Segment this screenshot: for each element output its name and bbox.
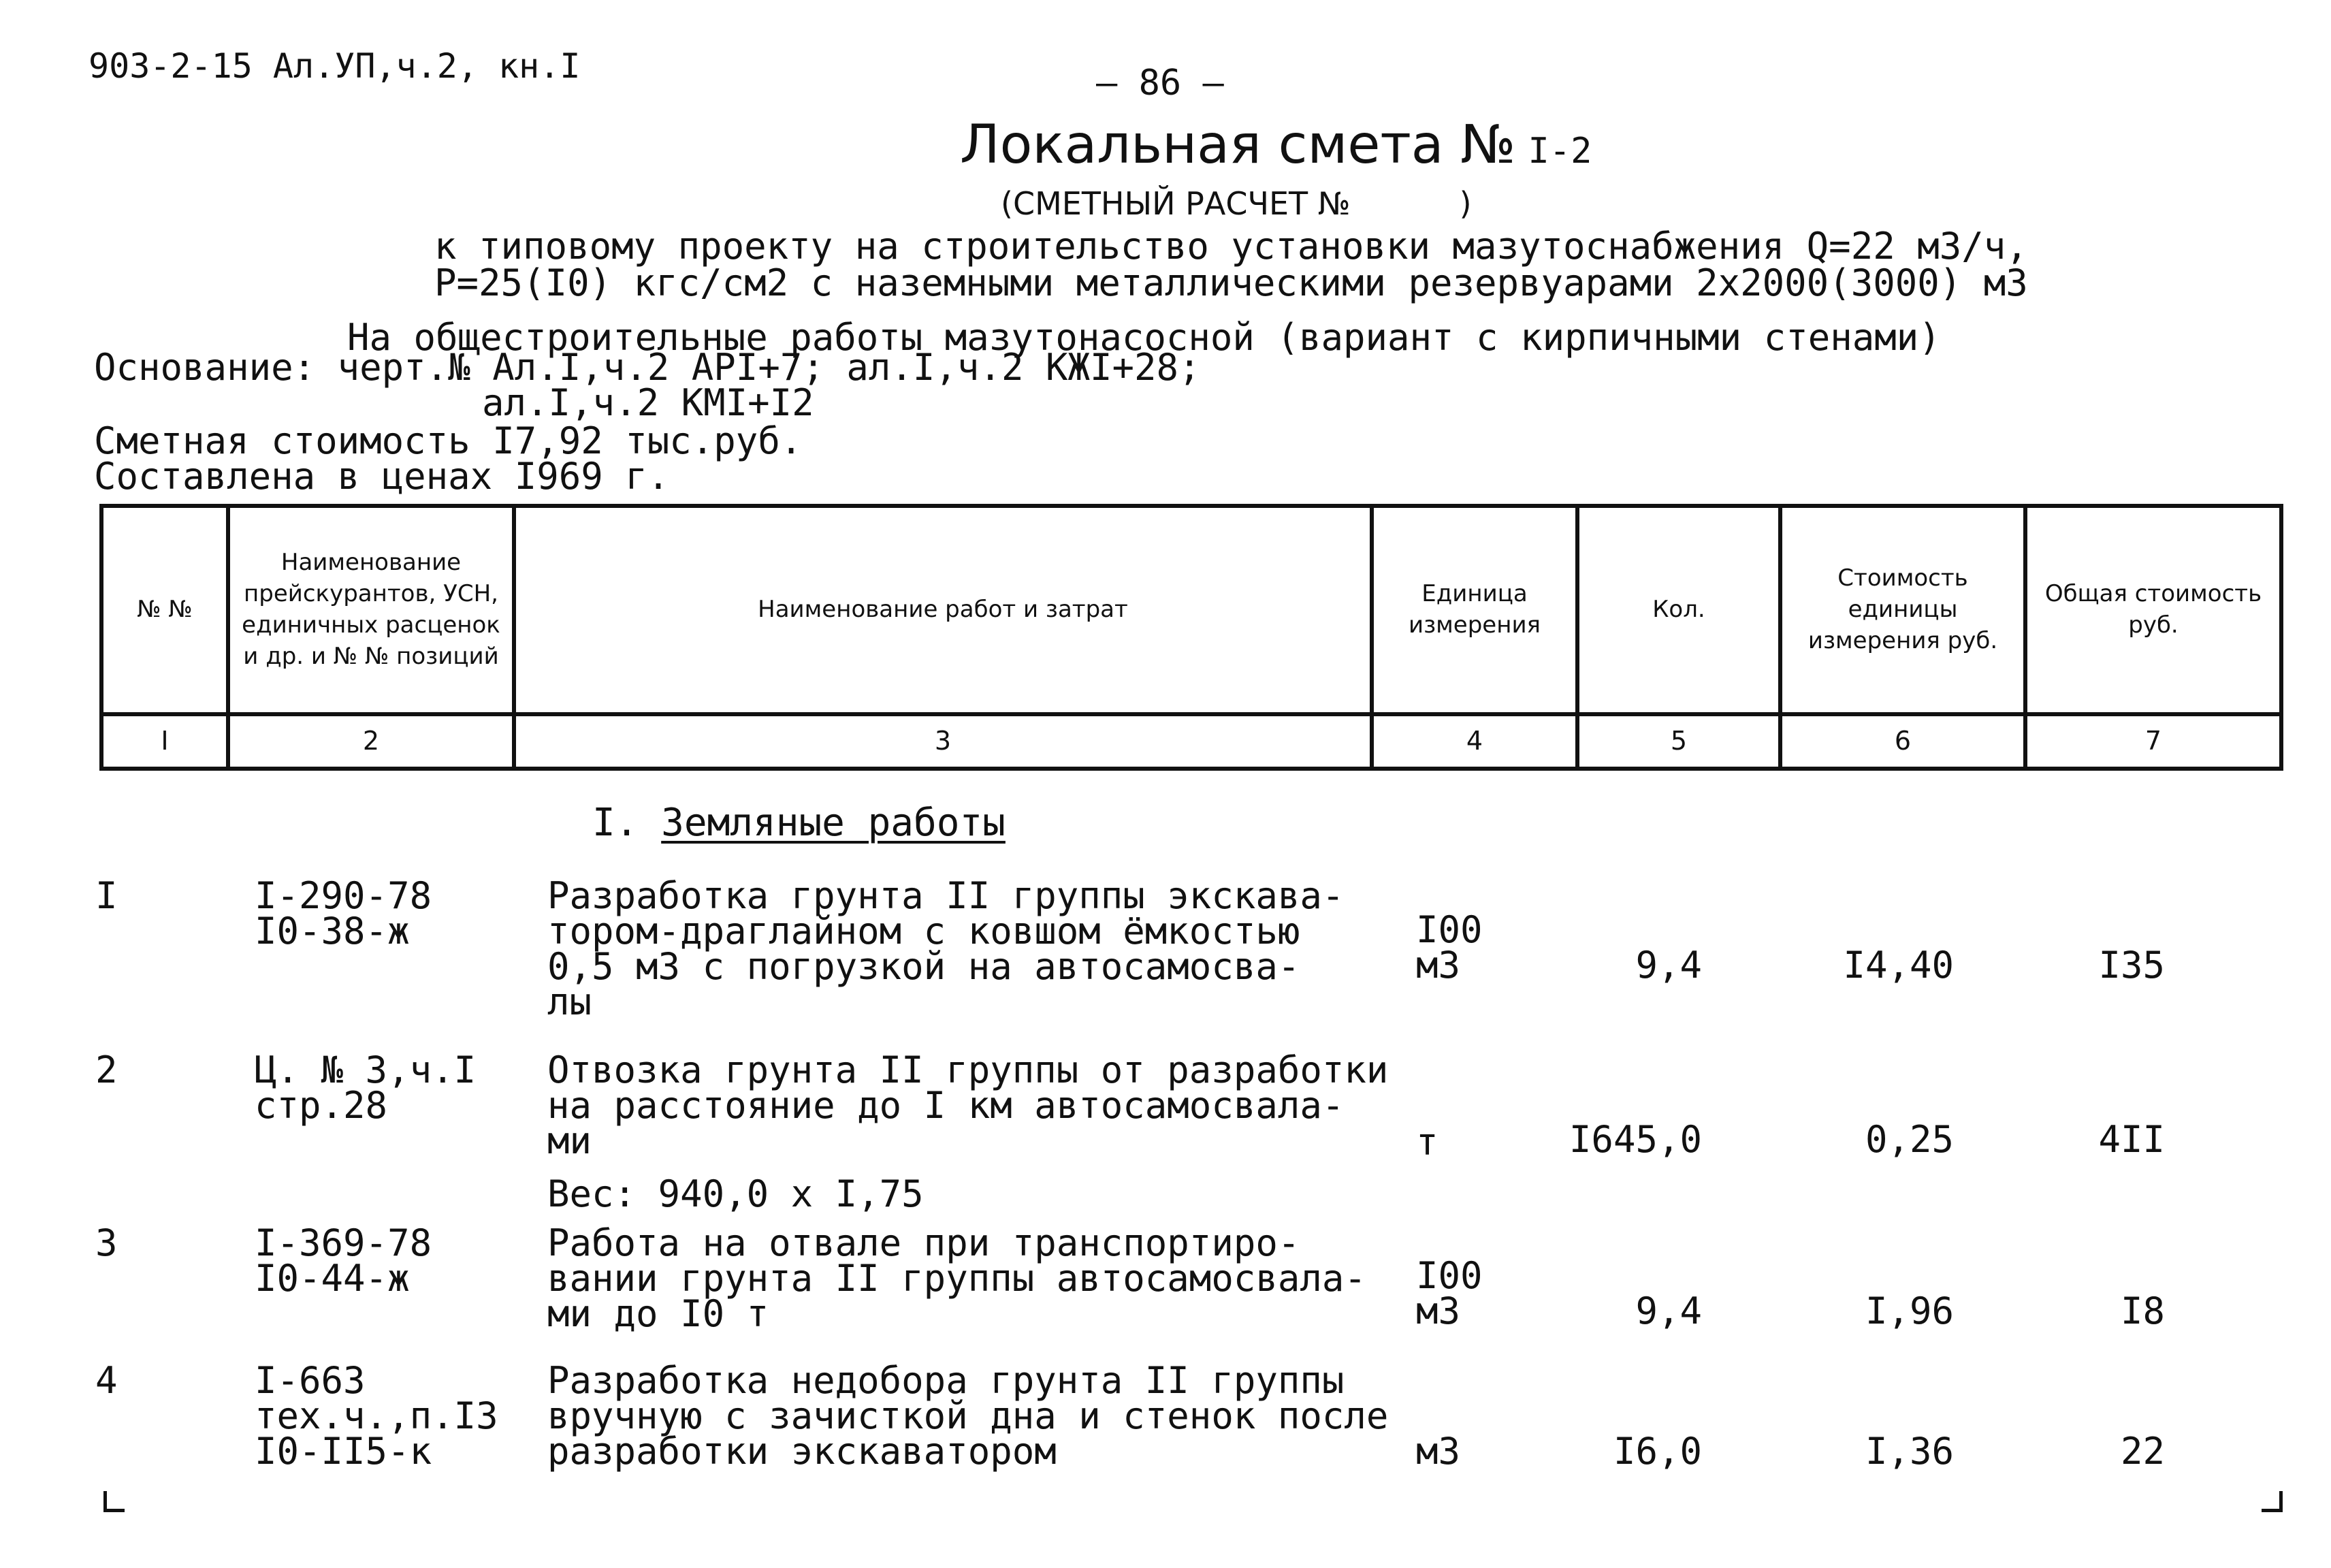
page-title xyxy=(960,114,1592,176)
row-quantity: I6,0 xyxy=(1613,1430,1702,1473)
title-text: Локальная смета № xyxy=(960,114,1516,176)
unit-line: т xyxy=(1416,1121,1438,1164)
basis-line-2: ал.I,ч.2 КМI+I2 xyxy=(482,381,814,424)
row-code xyxy=(255,1359,498,1473)
project-line-1: к типовому проекту на строительство установки мазутоснабжения Q=22 м3/ч, xyxy=(434,225,2028,268)
column-header: Единица измерения xyxy=(1372,506,1577,714)
row-description xyxy=(547,1049,1389,1162)
desc-line: Работа на отвале при транспортиро- xyxy=(547,1221,1300,1264)
desc-line: разработки экскаватором xyxy=(547,1430,1057,1473)
row-unit-price: I4,40 xyxy=(1843,944,1954,987)
row-number: 2 xyxy=(95,1049,118,1091)
desc-line: Разработка недобора грунта II группы xyxy=(547,1359,1345,1402)
column-header: Наименование прейскурантов, УСН, единичных расценок и др. и № № позиций xyxy=(228,506,514,714)
project-line-2: P=25(I0) кгс/см2 с наземными металлическими резервуарами 2х2000(3000) м3 xyxy=(434,261,2028,304)
row-description xyxy=(547,1359,1389,1473)
column-header: Общая стоимость руб. xyxy=(2025,506,2281,714)
row-total: I35 xyxy=(2098,944,2165,987)
row-code xyxy=(255,874,432,953)
column-number: I xyxy=(101,714,228,769)
unit-line: м3 xyxy=(1416,1430,1461,1473)
page-number: — 86 — xyxy=(1096,63,1224,103)
column-header: Стоимость единицы измерения руб. xyxy=(1780,506,2025,714)
code-line: I0-38-ж xyxy=(255,910,410,953)
desc-line: 0,5 м3 с погрузкой на автосамосва- xyxy=(547,945,1300,988)
row-total: I8 xyxy=(2120,1290,2165,1332)
row-description xyxy=(547,1221,1366,1335)
row-quantity: I645,0 xyxy=(1569,1118,1702,1161)
row-code xyxy=(255,1049,477,1127)
desc-line: ми xyxy=(547,1119,592,1162)
row-description xyxy=(547,874,1345,1023)
column-number: 2 xyxy=(228,714,514,769)
row-total: 22 xyxy=(2120,1430,2165,1473)
desc-line: Отвозка грунта II группы от разработки xyxy=(547,1049,1389,1091)
desc-line: лы xyxy=(547,980,592,1023)
document-code: 903-2-15 Ал.УП,ч.2, кн.I xyxy=(89,46,581,86)
column-number: 3 xyxy=(514,714,1372,769)
column-header: № № xyxy=(101,506,228,714)
subtitle-right: ) xyxy=(1459,185,1472,222)
estimate-header-table xyxy=(99,504,2283,771)
crop-corner-right xyxy=(2262,1491,2283,1512)
row-unit-price: 0,25 xyxy=(1865,1118,1954,1161)
code-line: стр.28 xyxy=(255,1084,388,1127)
unit-line: I00 xyxy=(1416,908,1483,951)
works-line: На общестроительные работы мазутонасосной (вариант с кирпичными стенами) xyxy=(347,316,1941,359)
row-unit-price: I,96 xyxy=(1865,1290,1954,1332)
code-line: Ц. № 3,ч.I xyxy=(255,1049,477,1091)
row-unit xyxy=(1416,1254,1483,1332)
section-number: I. xyxy=(592,801,639,845)
desc-line: на расстояние до I км автосамосвала- xyxy=(547,1084,1345,1127)
unit-line: м3 xyxy=(1416,1290,1461,1332)
row-quantity: 9,4 xyxy=(1635,1290,1702,1332)
unit-line: I00 xyxy=(1416,1254,1483,1297)
row-unit xyxy=(1416,908,1483,987)
desc-line: Разработка грунта II группы экскава- xyxy=(547,874,1345,917)
row-quantity: 9,4 xyxy=(1635,944,1702,987)
row-total: 4II xyxy=(2098,1118,2165,1161)
title-number: I-2 xyxy=(1528,131,1592,172)
desc-line: вручную с зачисткой дна и стенок после xyxy=(547,1394,1389,1437)
subtitle-left: (СМЕТНЫЙ РАСЧЕТ № xyxy=(1001,185,1351,222)
desc-line: ми до I0 т xyxy=(547,1292,769,1335)
row-unit xyxy=(1416,1121,1438,1164)
column-number: 6 xyxy=(1780,714,2025,769)
row-number: 4 xyxy=(95,1359,118,1402)
estimate-cost-line: Сметная стоимость I7,92 тыс.руб. xyxy=(94,419,803,462)
desc-line: вании грунта II группы автосамосвала- xyxy=(547,1257,1366,1300)
row-unit xyxy=(1416,1430,1461,1473)
section-title-text: Земляные работы xyxy=(661,801,1006,845)
column-number: 7 xyxy=(2025,714,2281,769)
code-line: I-663 xyxy=(255,1359,366,1402)
column-number: 4 xyxy=(1372,714,1577,769)
subtitle xyxy=(1001,185,1472,222)
column-header: Кол. xyxy=(1577,506,1780,714)
crop-corner-left xyxy=(103,1491,125,1512)
code-line: тех.ч.,п.I3 xyxy=(255,1394,498,1437)
row-unit-price: I,36 xyxy=(1865,1430,1954,1473)
row-number: 3 xyxy=(95,1221,118,1264)
column-number: 5 xyxy=(1577,714,1780,769)
desc-line: тором-драглайном с ковшом ёмкостью xyxy=(547,910,1300,953)
section-title xyxy=(592,801,1006,845)
unit-line: м3 xyxy=(1416,944,1461,987)
code-line: I0-II5-к xyxy=(255,1430,432,1473)
code-line: I-290-78 xyxy=(255,874,432,917)
basis-line-1: Основание: черт.№ Ал.I,ч.2 АРI+7; ал.I,ч.2 КЖI+28; xyxy=(94,346,1201,389)
column-header: Наименование работ и затрат xyxy=(514,506,1372,714)
row-number: I xyxy=(95,874,118,917)
row-note: Вес: 940,0 х I,75 xyxy=(547,1172,924,1215)
prices-line: Составлена в ценах I969 г. xyxy=(94,455,670,498)
code-line: I0-44-ж xyxy=(255,1257,410,1300)
row-code xyxy=(255,1221,432,1300)
code-line: I-369-78 xyxy=(255,1221,432,1264)
